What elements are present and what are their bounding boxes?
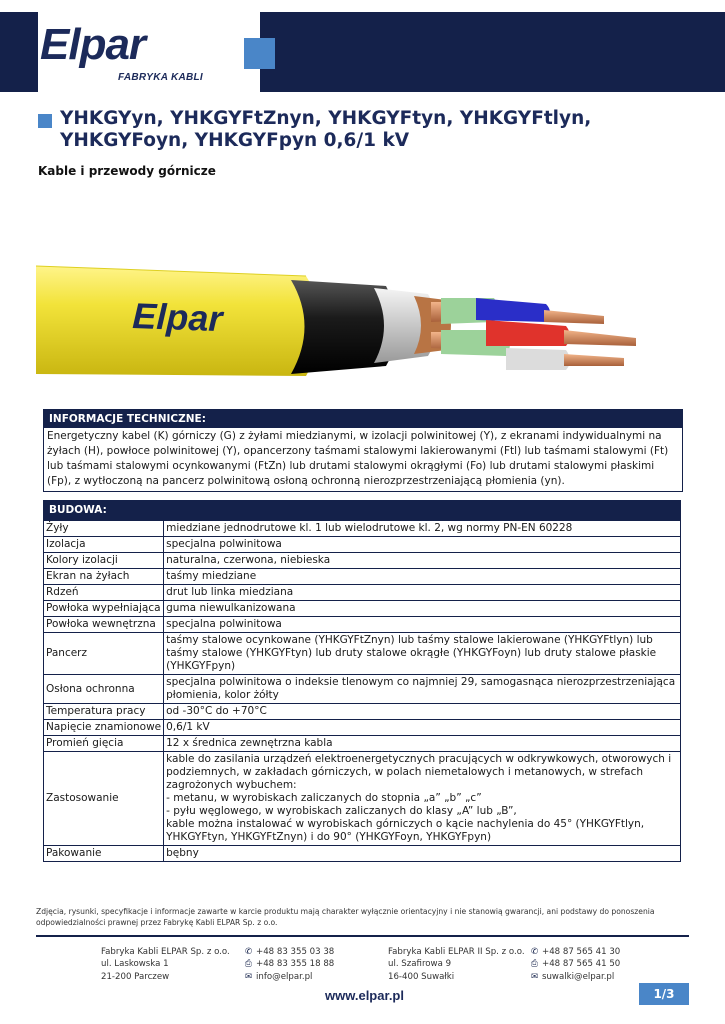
table-row bbox=[44, 553, 681, 569]
row-label: Osłona ochronna bbox=[44, 675, 164, 704]
fax-icon: ⎙ bbox=[531, 959, 538, 970]
logo-subtext: FABRYKA KABLI bbox=[118, 72, 204, 83]
table-row bbox=[44, 521, 681, 537]
construction-heading: BUDOWA: bbox=[43, 500, 681, 520]
construction-table bbox=[43, 520, 681, 862]
fax-number: +48 83 355 18 88 bbox=[256, 959, 335, 970]
row-value: miedziane jednodrutowe kl. 1 lub wielodrutowe kl. 2, wg normy PN-EN 60228 bbox=[164, 521, 681, 537]
table-row bbox=[44, 675, 681, 704]
phone-number: +48 83 355 03 38 bbox=[256, 947, 335, 957]
phone-icon: ✆ bbox=[531, 947, 539, 957]
company-city: 16-400 Suwałki bbox=[388, 971, 455, 982]
row-value: 0,6/1 kV bbox=[164, 720, 681, 736]
row-label: Żyły bbox=[44, 521, 164, 537]
row-value: naturalna, czerwona, niebieska bbox=[164, 553, 681, 569]
title-bullet bbox=[38, 114, 52, 128]
website-link[interactable]: www.elpar.pl bbox=[325, 988, 404, 1003]
row-label: Temperatura pracy bbox=[44, 704, 164, 720]
email-icon: ✉ bbox=[531, 971, 539, 982]
row-label: Pakowanie bbox=[44, 846, 164, 862]
company-name: Fabryka Kabli ELPAR II Sp. z o.o. bbox=[388, 947, 525, 957]
email-icon: ✉ bbox=[245, 971, 253, 982]
row-label: Promień gięcia bbox=[44, 736, 164, 752]
email-link[interactable]: suwalki@elpar.pl bbox=[542, 971, 615, 982]
table-row bbox=[44, 704, 681, 720]
row-value: specjalna polwinitowa bbox=[164, 617, 681, 633]
footer-company-2 bbox=[388, 946, 525, 983]
table-row bbox=[44, 537, 681, 553]
table-row bbox=[44, 633, 681, 675]
table-row bbox=[44, 736, 681, 752]
row-value: 12 x średnica zewnętrzna kabla bbox=[164, 736, 681, 752]
fax-number: +48 87 565 41 50 bbox=[542, 959, 621, 970]
construction-section bbox=[43, 500, 681, 862]
row-value: taśmy miedziane bbox=[164, 569, 681, 585]
cable-image bbox=[36, 198, 688, 398]
footer-divider bbox=[36, 935, 689, 937]
category-subtitle: Kable i przewody górnicze bbox=[38, 164, 216, 178]
row-value: od -30°C do +70°C bbox=[164, 704, 681, 720]
company-city: 21-200 Parczew bbox=[101, 971, 170, 982]
phone-icon: ✆ bbox=[245, 947, 253, 957]
row-label: Kolory izolacji bbox=[44, 553, 164, 569]
footer-contact-2 bbox=[531, 946, 620, 983]
row-label: Powłoka wewnętrzna bbox=[44, 617, 164, 633]
row-value: guma niewulkanizowana bbox=[164, 601, 681, 617]
company-street: ul. Laskowska 1 bbox=[101, 959, 169, 970]
row-label: Napięcie znamionowe bbox=[44, 720, 164, 736]
table-row bbox=[44, 617, 681, 633]
footer-company-1 bbox=[101, 946, 230, 983]
page-number: 1/3 bbox=[639, 983, 689, 1005]
row-label: Rdzeń bbox=[44, 585, 164, 601]
row-value: taśmy stalowe ocynkowane (YHKGYFtZnyn) lub taśmy stalowe lakierowane (YHKGYFtlyn) lub taśmy stalowe (YHKGYFtyn) lub druty stalowe okrągłe (YHKGYFoyn) lub druty stalowe płaskie (YHKGYFpyn) bbox=[164, 633, 681, 675]
table-row bbox=[44, 585, 681, 601]
company-street: ul. Szafirowa 9 bbox=[388, 959, 452, 970]
company-name: Fabryka Kabli ELPAR Sp. z o.o. bbox=[101, 947, 230, 957]
disclaimer: Zdjęcia, rysunki, specyfikacje i informacje zawarte w karcie produktu mają charakter wyłącznie orientacyjny i nie stanowią gwarancji, ani podstawy do ponoszenia odpowiedzialności prawnej przez Fabrykę Kabli ELPAR Sp. z o.o. bbox=[36, 907, 655, 927]
logo-text: Elpar bbox=[40, 20, 146, 69]
row-value: drut lub linka miedziana bbox=[164, 585, 681, 601]
table-row bbox=[44, 720, 681, 736]
footer-contact-1 bbox=[245, 946, 334, 983]
cable-logo-text: Elpar bbox=[131, 295, 224, 340]
row-label: Powłoka wypełniająca bbox=[44, 601, 164, 617]
fax-icon: ⎙ bbox=[245, 959, 252, 970]
page-title: YHKGYyn, YHKGYFtZnyn, YHKGYFtyn, YHKGYFtlyn, YHKGYFoyn, YHKGYFpyn 0,6/1 kV bbox=[60, 108, 592, 151]
table-row bbox=[44, 601, 681, 617]
row-value: specjalna polwinitowa bbox=[164, 537, 681, 553]
technical-info-heading: INFORMACJE TECHNICZNE: bbox=[44, 410, 682, 428]
row-value: bębny bbox=[164, 846, 681, 862]
row-label: Pancerz bbox=[44, 633, 164, 675]
row-value: specjalna polwinitowa o indeksie tlenowym co najmniej 29, samogasnąca nierozprzestrzeniająca płomienia, kolor żółty bbox=[164, 675, 681, 704]
technical-info-section bbox=[43, 409, 683, 492]
row-label: Izolacja bbox=[44, 537, 164, 553]
technical-info-text: Energetyczny kabel (K) górniczy (G) z żyłami miedzianymi, w izolacji polwinitowej (Y), z ekranami indywidualnymi na żyłach (H), powłoce polwinitowej (Y), opancerzony taśmami stalowymi lakierowanymi (Ftl) lub taśmami stalowymi (Ft) lub taśmami stalowymi ocynkowanymi (FtZn) lub drutami stalowymi okrągłymi (Fo) lub drutami stalowymi płaskimi (Fp), z wytłoczoną na pancerz polwinitową osłoną ochronną nierozprzestrzeniającą płomienia (yn). bbox=[47, 430, 669, 487]
row-value: kable do zasilania urządzeń elektroenergetycznych pracujących w odkrywkowych, otworowych i podziemnych, w zakładach górniczych, w polach niemetalowych i metanowych, w strefach zagrożonych wybuchem: - metanu, w wyrobiskach zaliczanych do stopnia „a” „b” „c” - pyłu węglowego, w wyrobiskach zaliczanych do klasy „A” lub „B”, kable można instalować w wyrobiskach górniczych o kącie nachylenia do 45° (YHKGYFtlyn, YHKGYFtyn, YHKGYFtZnyn) i do 90° (YHKGYFoyn, YHKGYFpyn) bbox=[164, 752, 681, 846]
table-row bbox=[44, 569, 681, 585]
row-label: Ekran na żyłach bbox=[44, 569, 164, 585]
row-label: Zastosowanie bbox=[44, 752, 164, 846]
table-row bbox=[44, 752, 681, 846]
email-link[interactable]: info@elpar.pl bbox=[256, 971, 313, 982]
logo-accent-square bbox=[244, 38, 275, 69]
phone-number: +48 87 565 41 30 bbox=[542, 947, 621, 957]
table-row bbox=[44, 846, 681, 862]
